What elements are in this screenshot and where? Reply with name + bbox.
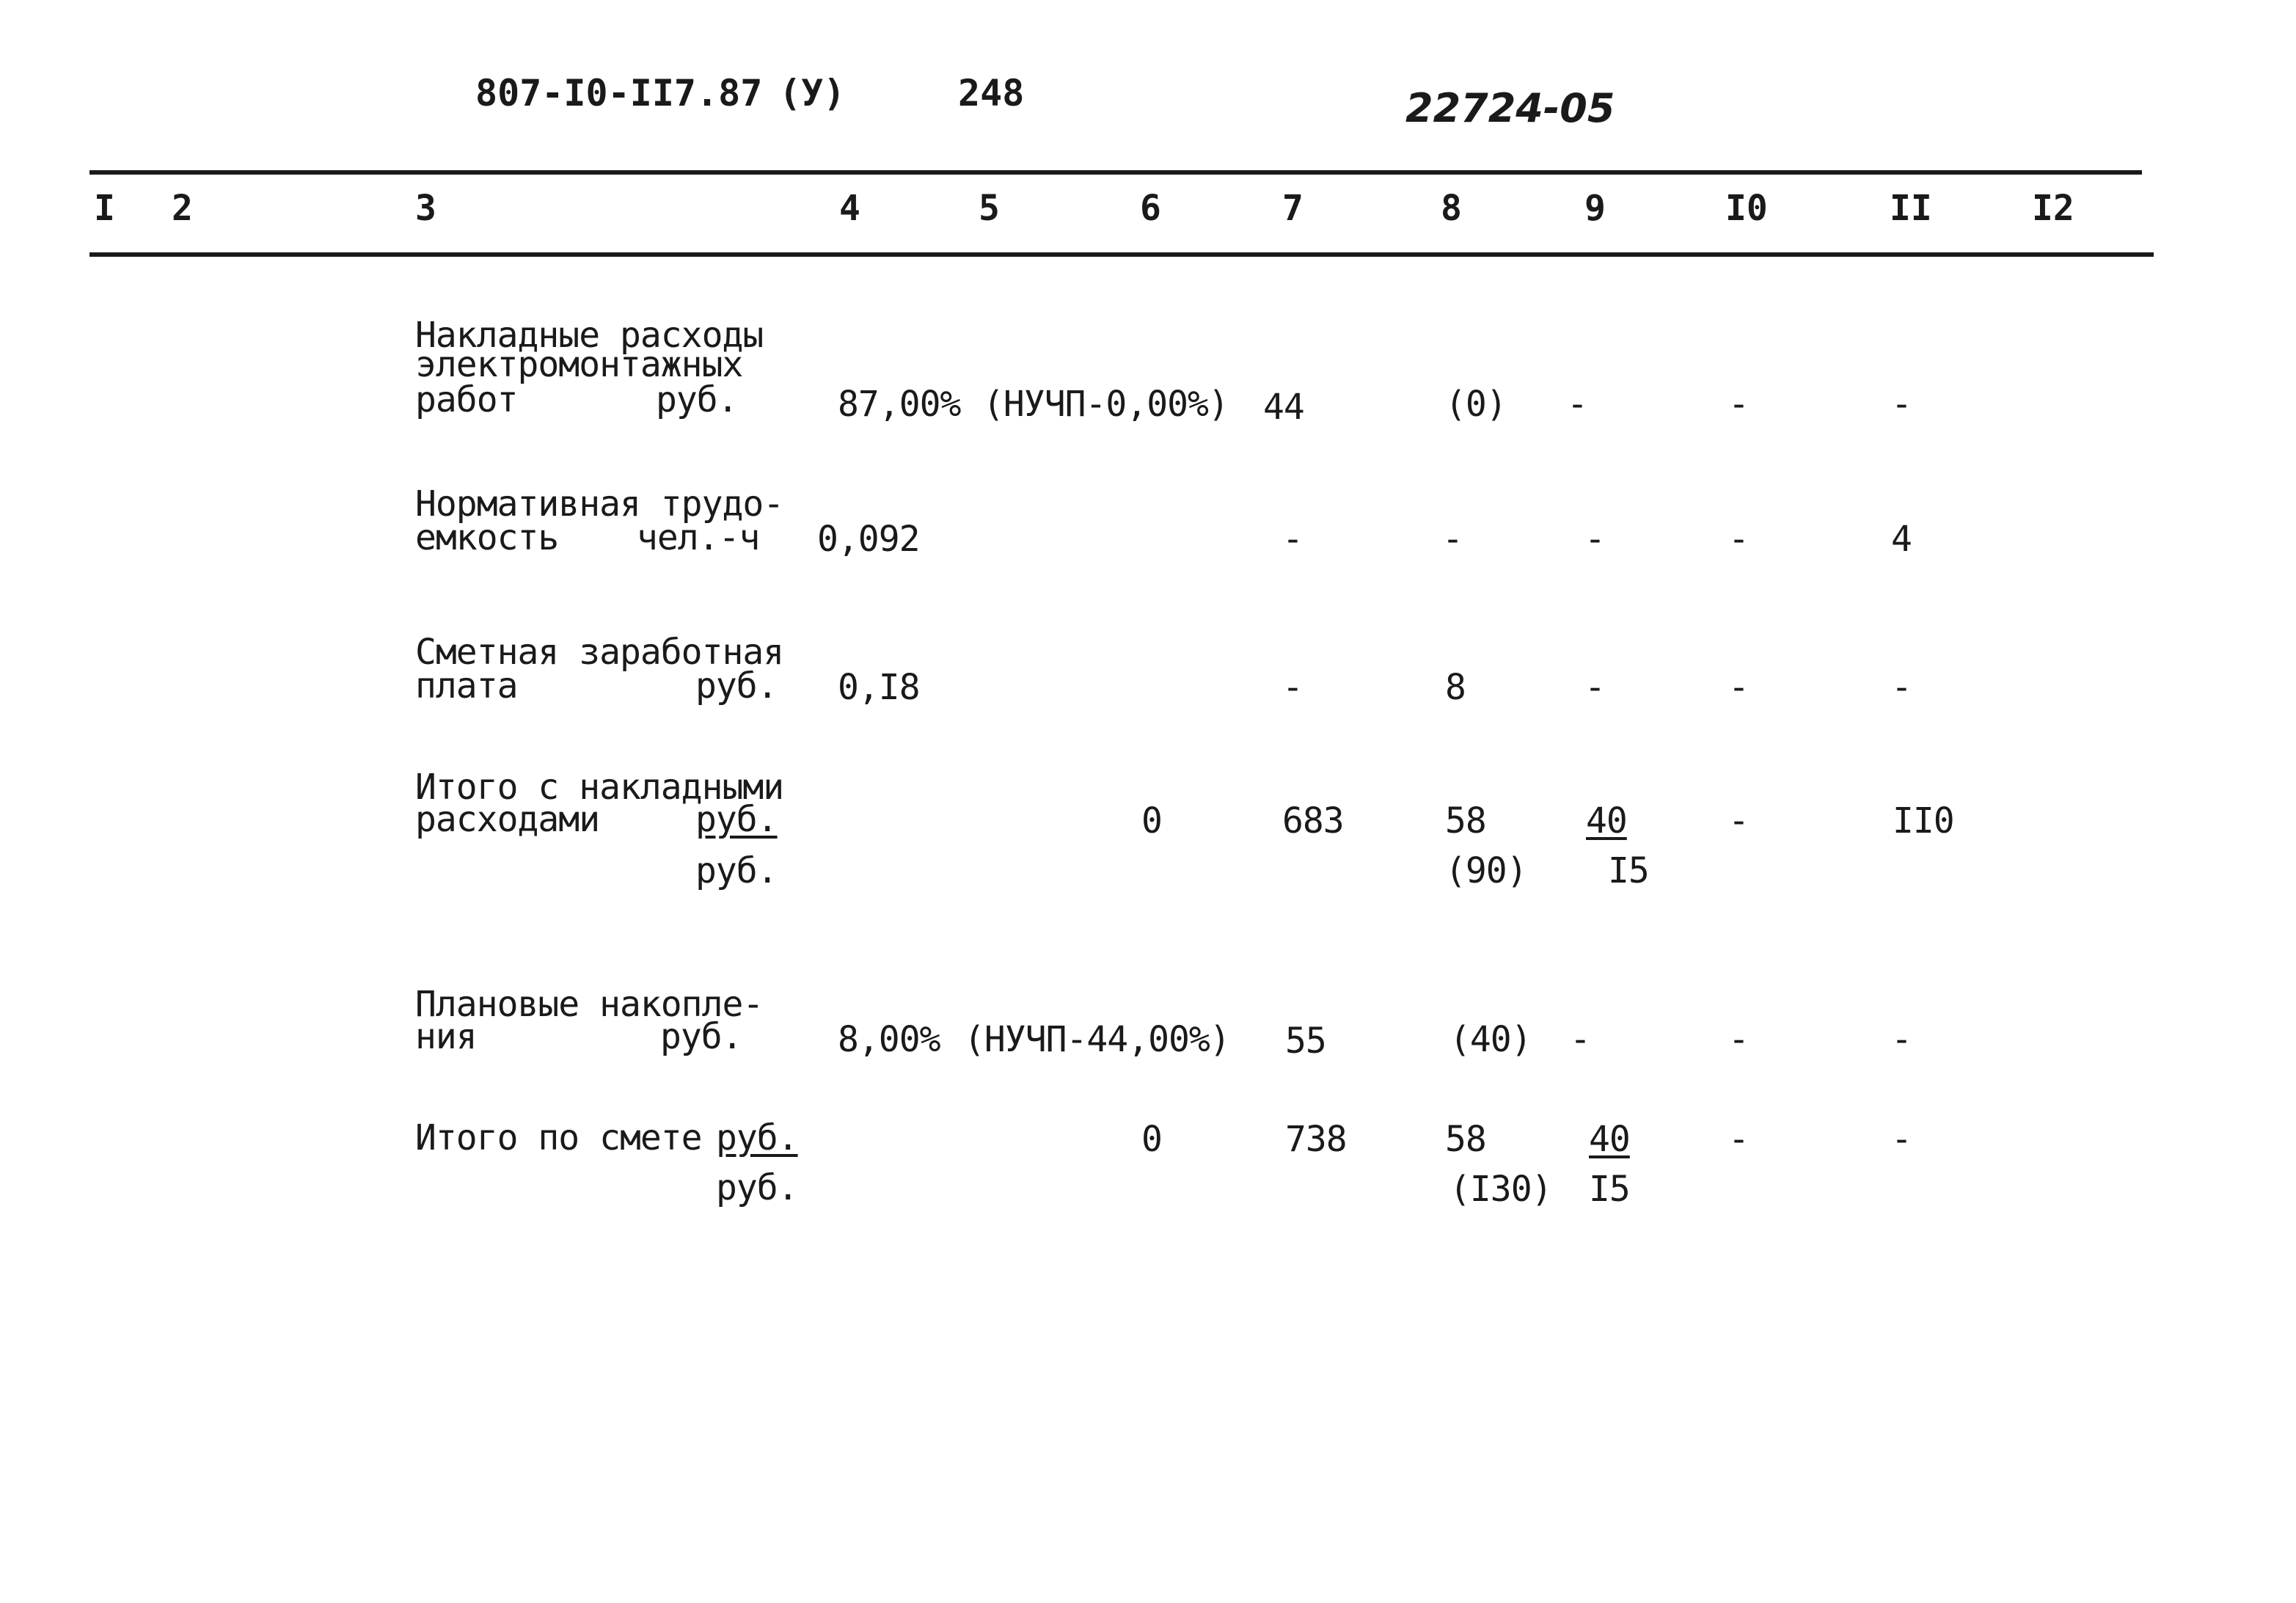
cell-col8-top: 58 xyxy=(1445,800,1486,841)
cell-col4: 8,00% xyxy=(838,1019,940,1060)
cell-col9-bottom: I5 xyxy=(1589,1169,1630,1210)
document-code: 807-I0-II7.87 xyxy=(475,72,763,114)
cell-col11: II0 xyxy=(1893,800,1954,841)
cell-col10: - xyxy=(1728,384,1749,425)
row-unit: руб. xyxy=(656,379,738,420)
cell-col10: - xyxy=(1728,1019,1749,1060)
row-unit-bottom: руб. xyxy=(695,850,778,891)
cell-col8-bottom: (I30) xyxy=(1449,1169,1552,1210)
top-rule xyxy=(89,170,2142,175)
cell-col8: (40) xyxy=(1449,1019,1532,1060)
page-number: 248 xyxy=(958,72,1025,114)
cell-col7: 55 xyxy=(1285,1020,1326,1062)
cell-col4: 87,00% xyxy=(838,384,961,425)
cell-col10: - xyxy=(1728,519,1749,560)
column-header: 7 xyxy=(1282,188,1304,229)
row-label: Итого с накладными xyxy=(415,767,784,808)
row-unit: руб. xyxy=(660,1016,742,1057)
cell-col7: - xyxy=(1282,667,1303,708)
column-header: 5 xyxy=(979,188,1000,229)
cell-col9-bottom: I5 xyxy=(1608,850,1649,891)
cell-col9-top: 40 xyxy=(1589,1119,1630,1160)
cell-col8-top: 58 xyxy=(1445,1119,1486,1160)
row-unit: чел.-ч xyxy=(637,517,760,558)
cell-col11: - xyxy=(1891,667,1912,708)
cell-col7: 44 xyxy=(1263,387,1304,428)
cell-col10: - xyxy=(1728,800,1749,841)
column-header: 4 xyxy=(839,188,860,229)
cell-col9-top: 40 xyxy=(1586,800,1627,841)
row-label: Сметная заработная xyxy=(415,632,784,673)
header-bottom-rule xyxy=(89,252,2154,257)
cell-col9: - xyxy=(1570,1019,1590,1060)
column-header: 6 xyxy=(1140,188,1161,229)
row-label: электромонтажных xyxy=(415,344,743,385)
cell-col6: 0 xyxy=(1141,1119,1162,1160)
row-unit-bottom: руб. xyxy=(716,1167,798,1208)
row-unit-top: руб. xyxy=(695,799,778,840)
row-label: Итого по смете xyxy=(415,1117,702,1158)
reference-number: 22724-05 xyxy=(1405,85,1615,131)
row-label: Накладные расходы xyxy=(415,315,764,356)
cell-col8: 8 xyxy=(1445,667,1466,708)
column-header: 3 xyxy=(415,188,436,229)
row-label: Плановые накопле- xyxy=(415,984,764,1025)
cell-col10: - xyxy=(1728,1119,1749,1160)
document-variant: (У) xyxy=(779,72,846,114)
row-label: Нормативная трудо- xyxy=(415,483,784,525)
cell-col5: (НУЧП-0,00%) xyxy=(983,384,1229,425)
column-header: I0 xyxy=(1725,188,1768,229)
column-header: I xyxy=(94,188,115,229)
row-unit-top: руб. xyxy=(716,1117,798,1158)
cell-col8-bottom: (90) xyxy=(1445,850,1527,891)
cell-col9: - xyxy=(1584,519,1605,560)
cell-col8: (0) xyxy=(1445,384,1507,425)
cell-col6: 0 xyxy=(1141,800,1162,841)
column-header: 8 xyxy=(1441,188,1462,229)
column-header: 2 xyxy=(172,188,193,229)
cell-col11: - xyxy=(1891,1119,1912,1160)
cell-col9: - xyxy=(1567,384,1587,425)
cell-col7: 738 xyxy=(1285,1119,1347,1160)
cell-col7: - xyxy=(1282,519,1303,560)
cell-col8: - xyxy=(1442,519,1463,560)
cell-col11: - xyxy=(1891,1019,1912,1060)
cell-col4: 0,092 xyxy=(817,519,920,560)
row-label: емкость xyxy=(415,517,559,558)
column-header: 9 xyxy=(1584,188,1606,229)
cell-col4: 0,I8 xyxy=(838,667,920,708)
row-unit: руб. xyxy=(695,665,778,706)
column-header: I2 xyxy=(2032,188,2074,229)
cell-col11: 4 xyxy=(1891,519,1912,560)
cell-col11: - xyxy=(1891,384,1912,425)
column-header: II xyxy=(1890,188,1932,229)
row-label: работ xyxy=(415,379,518,420)
cell-col9: - xyxy=(1584,667,1605,708)
row-label: ния xyxy=(415,1016,477,1057)
cell-col7: 683 xyxy=(1282,800,1344,841)
row-label: плата xyxy=(415,665,518,706)
cell-col10: - xyxy=(1728,667,1749,708)
row-label: расходами xyxy=(415,799,600,840)
cell-col5: (НУЧП-44,00%) xyxy=(964,1019,1230,1060)
